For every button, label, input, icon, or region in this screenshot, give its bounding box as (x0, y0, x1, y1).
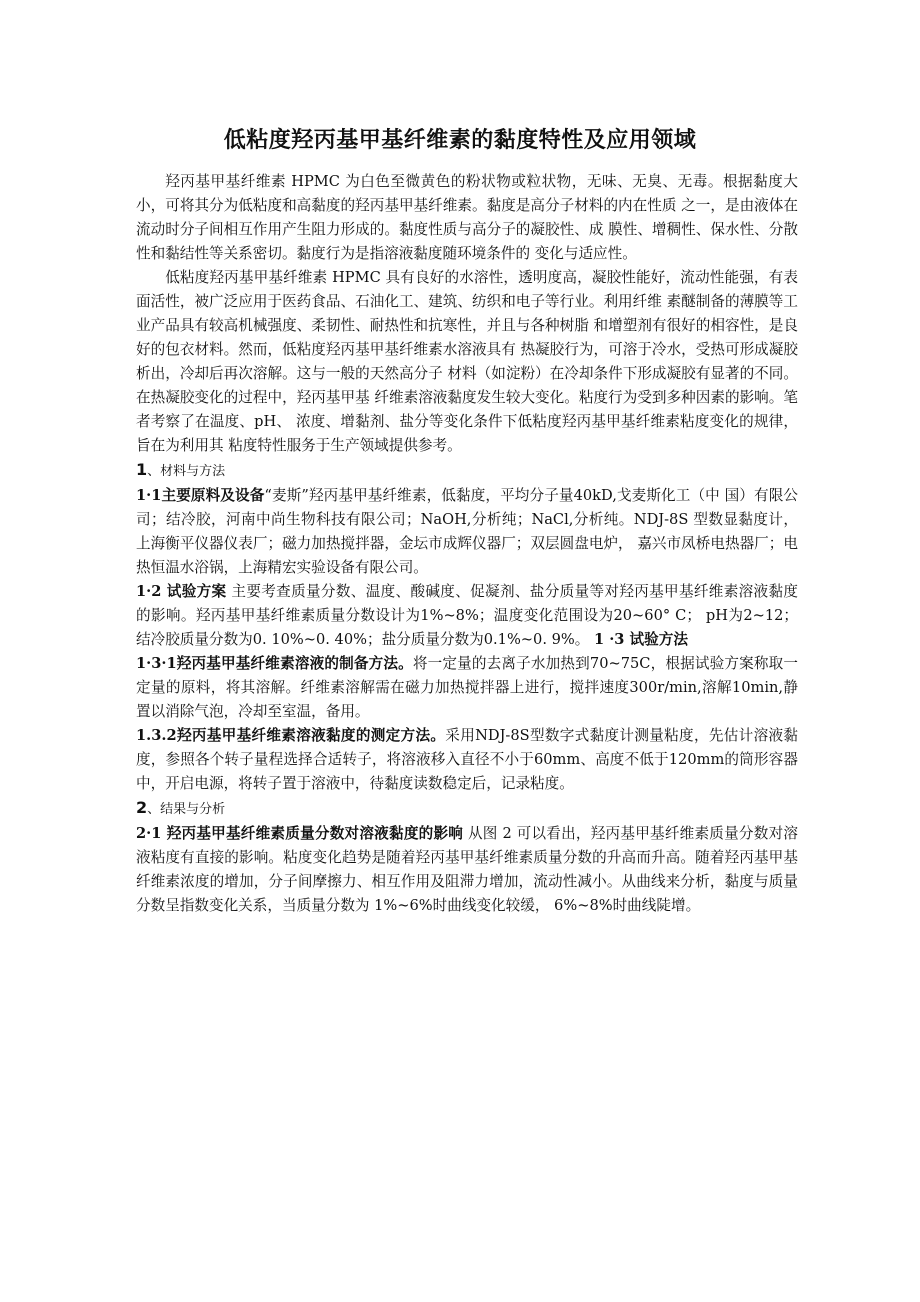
subsection-1-1-label: 1·1主要原料及设备 (136, 487, 265, 504)
subsection-1-1 (136, 484, 798, 580)
document-body (136, 170, 798, 918)
section-2-number: 2 (136, 798, 148, 817)
subsection-1-3-2 (136, 724, 798, 796)
section-2-heading (136, 796, 798, 822)
section-2-title: 、结果与分析 (147, 802, 226, 817)
subsection-2-1 (136, 822, 798, 918)
intro-paragraph-2: 低粘度羟丙基甲基纤维素 HPMC 具有良好的水溶性，透明度高，凝胶性能好，流动性能强，有表面活性，被广泛应用于医药食品、石油化工、建筑、纺织和电子等行业。利用纤维 素醚制备的薄膜等工业产品具有较高机械强度、柔韧性、耐热性和抗寒性，并且与各种树脂 和增塑剂有很好的相容性，是良好的包衣材料。然而，低粘度羟丙基甲基纤维素水溶液具有 热凝胶行为，可溶于冷水，受热可形成凝胶析出，冷却后再次溶解。这与一般的天然高分子 材料（如淀粉）在冷却条件下形成凝胶有显著的不同。在热凝胶变化的过程中，羟丙基甲基 纤维素溶液黏度发生较大变化。粘度行为受到多种因素的影响。笔者考察了在温度、pH、 浓度、增黏剂、盐分等变化条件下低粘度羟丙基甲基纤维素粘度变化的规律，旨在为利用其 粘度特性服务于生产领域提供参考。 (136, 269, 798, 454)
intro-paragraph-1: 羟丙基甲基纤维素 HPMC 为白色至微黄色的粉状物或粒状物，无味、无臭、无毒。根据黏度大小，可将其分为低粘度和高黏度的羟丙基甲基纤维素。黏度是高分子材料的内在性质 之一，是由液体在流动时分子间相互作用产生阻力形成的。黏度性质与高分子的凝胶性、成 膜性、增稠性、保水性、分散性和黏结性等关系密切。黏度行为是指溶液黏度随环境条件的 变化与适应性。 (136, 173, 798, 262)
subsection-1-1-text: “麦斯”羟丙基甲基纤维素，低黏度，平均分子量40kD,戈麦斯化工（中 国）有限公司；结冷胶，河南中尚生物科技有限公司；NaOH,分析纯；NaCl,分析纯。NDJ-8S 型数显黏度计，上海衡平仪器仪表厂；磁力加热搅拌器，金坛市成辉仪器厂；双层圆盘电炉， 嘉兴市凤桥电热器厂；电热恒温水浴锅，上海精宏实验设备有限公司。 (136, 487, 799, 576)
document-title: 低粘度羟丙基甲基纤维素的黏度特性及应用领域 (223, 128, 697, 153)
subsection-1-3-1-text: 将一定量的去离子水加热到70~75C，根据试验方案称取一定量的原料，将其溶解。纤维素溶解需在磁力加热搅拌器上进行，搅拌速度300r/min,溶解10min,静置以消除气泡，冷却至室温，备用。 (136, 655, 798, 720)
subsection-2-1-label: 2·1 羟丙基甲基纤维素质量分数对溶液黏度的影响 (136, 825, 464, 842)
subsection-1-3-1-label: 1·3·1羟丙基甲基纤维素溶液的制备方法。 (136, 655, 413, 672)
subsection-1-2 (136, 580, 798, 652)
section-1-number: 1 (136, 460, 148, 479)
subsection-1-3-2-text: 采用NDJ-8S型数字式黏度计测量粘度，先估计溶液黏度，参照各个转子量程选择合适转子，将溶液移入直径不小于60mm、高度不低于120mm的筒形容器中，开启电源，将转子置于溶液中，待黏度读数稳定后，记录粘度。 (136, 727, 798, 792)
subsection-1-3-2-label: 1.3.2羟丙基甲基纤维素溶液黏度的测定方法。 (136, 727, 446, 744)
subsection-1-2-label: 1·2 试验方案 (136, 583, 227, 600)
subsection-1-3-1 (136, 652, 798, 724)
subsection-1-2-text: 主要考查质量分数、温度、酸碱度、促凝剂、盐分质量等对羟丙基甲基纤维素溶液黏度的影响。羟丙基甲基纤维素质量分数设计为1%~8%；温度变化范围设为20~60° C； pH为2~12；结冷胶质量分数为0. 10%~0. 40%；盐分质量分数为0.1%~0. 9%。 (136, 583, 798, 648)
section-1-title: 、材料与方法 (147, 464, 226, 479)
section-1-heading (136, 458, 798, 484)
subsection-1-3-label: 1 ·3 试验方法 (593, 631, 688, 648)
subsection-2-1-text: 从图 2 可以看出，羟丙基甲基纤维素质量分数对溶液粘度有直接的影响。粘度变化趋势是随着羟丙基甲基纤维素质量分数的升高而升高。随着羟丙基甲基纤维素浓度的增加，分子间摩擦力、相互作用及阻滞力增加，流动性减小。从曲线来分析，黏度与质量分数呈指数变化关系，当质量分数为 1%~6%时曲线变化较缓， 6%~8%时曲线陡增。 (136, 825, 798, 914)
